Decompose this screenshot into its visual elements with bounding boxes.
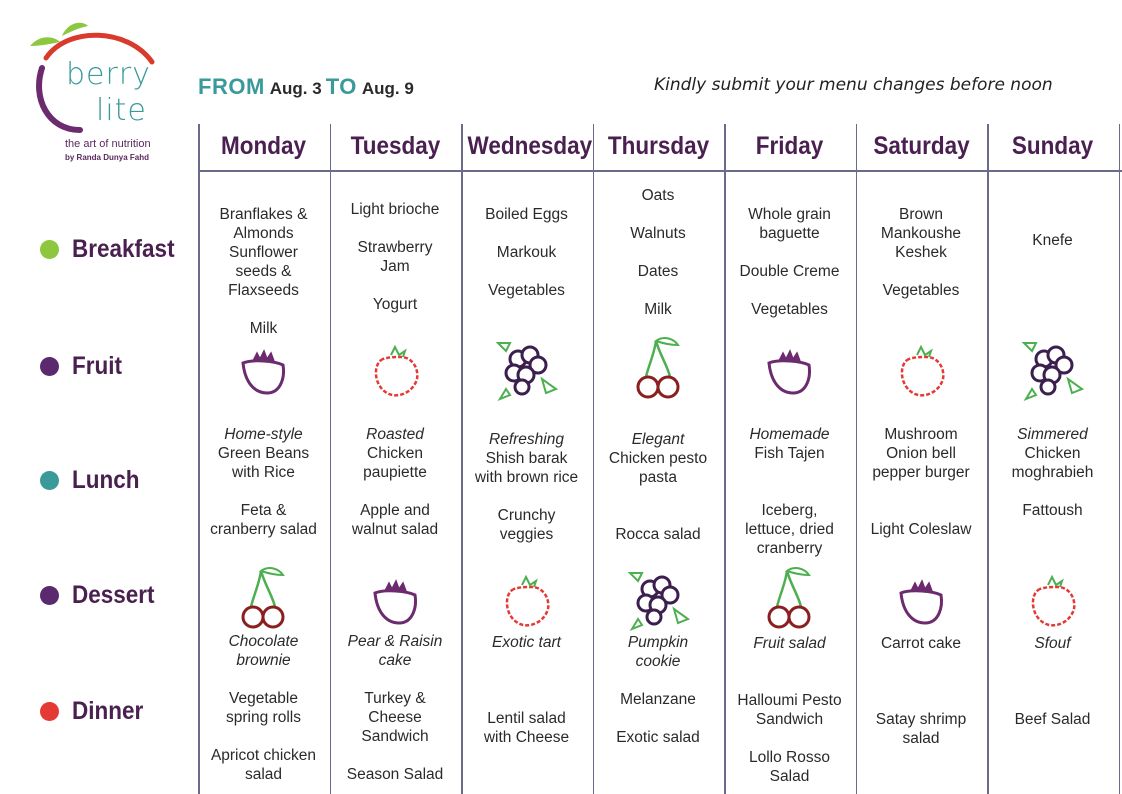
meal-line: brownie [236, 652, 291, 669]
meal-line [724, 729, 855, 748]
brand-byline: by Randa Dunya Fahd [65, 153, 150, 162]
meal-line [461, 487, 592, 506]
meal-line: seeds & [235, 263, 292, 280]
meal-line [856, 501, 987, 520]
meal-line: salad [902, 730, 940, 747]
lunch-cell-sunday [987, 425, 1118, 520]
lunch-intro: Simmered [1017, 426, 1088, 443]
meal-line [856, 482, 987, 501]
cherry-icon [229, 563, 299, 633]
row-label-text: Fruit [72, 352, 122, 380]
meal-line: Keshek [895, 244, 947, 261]
lunch-cell-wednesday [461, 430, 592, 544]
raspberry-icon [361, 333, 431, 403]
meal-line [461, 224, 592, 243]
dinner-cell-saturday [856, 691, 987, 748]
meal-line: baguette [759, 225, 820, 242]
meal-line: cake [378, 652, 412, 669]
meal-line [987, 691, 1118, 710]
meal-line: Light brioche [350, 201, 440, 218]
row-dot [40, 702, 59, 721]
dinner-cell-thursday [593, 690, 724, 747]
from-label: FROM [198, 74, 265, 99]
meal-line: with Cheese [483, 729, 570, 746]
date-range [198, 74, 418, 100]
cherry-icon [624, 333, 694, 403]
breakfast-cell-friday [724, 205, 855, 319]
meal-line [330, 219, 461, 238]
day-header-friday: Friday [755, 132, 824, 160]
cherry-icon [755, 563, 825, 633]
meal-line: Exotic salad [616, 729, 700, 746]
blackberry-icon [624, 563, 694, 633]
day-header-monday: Monday [220, 132, 306, 160]
meal-line: Oats [641, 187, 675, 204]
meal-line: cookie [635, 653, 681, 670]
meal-line: Feta & [240, 502, 287, 519]
row-label-fruit [40, 352, 128, 381]
meal-line: Chocolate [228, 633, 299, 650]
lunch-intro: Elegant [631, 431, 685, 448]
meal-line: Whole grain [748, 206, 831, 223]
meal-line: Milk [644, 301, 672, 318]
meal-line: Almonds [233, 225, 294, 242]
meal-line: paupiette [363, 464, 427, 481]
meal-line [856, 691, 987, 710]
breakfast-cell-monday [198, 205, 329, 338]
dessert-cell-friday [724, 634, 855, 653]
meal-line: Chicken [367, 445, 423, 462]
day-header-thursday: Thursday [607, 132, 709, 160]
berrylite-logo [28, 18, 178, 168]
meal-line: Cheese [368, 709, 422, 726]
raspberry-icon [887, 333, 957, 403]
row-label-text: Breakfast [72, 235, 175, 263]
meal-line: Branflakes & [219, 206, 308, 223]
meal-line [987, 482, 1118, 501]
meal-line: Vegetables [488, 282, 565, 299]
meal-line [593, 243, 724, 262]
lunch-cell-thursday [593, 430, 724, 544]
meal-line: Milk [249, 320, 278, 337]
meal-line [593, 281, 724, 300]
meal-line: Jam [380, 258, 410, 275]
dinner-cell-friday [724, 691, 855, 786]
lunch-intro: Homemade [749, 426, 830, 443]
dessert-cell-thursday [593, 633, 724, 671]
to-label: TO [325, 74, 357, 99]
meal-line: Fattoush [1022, 502, 1083, 519]
meal-line [724, 243, 855, 262]
meal-line [593, 205, 724, 224]
dinner-cell-sunday [987, 691, 1118, 729]
meal-line: walnut salad [351, 521, 439, 538]
dessert-cell-sunday [987, 634, 1118, 653]
meal-line: Turkey & [364, 690, 426, 707]
meal-line: pepper burger [872, 464, 970, 481]
meal-line: Crunchy [497, 507, 556, 524]
lunch-intro: Refreshing [489, 431, 564, 448]
row-dot [40, 240, 59, 259]
meal-line: Salad [769, 768, 810, 785]
day-header-sunday: Sunday [1011, 132, 1094, 160]
meal-line: Apple and [360, 502, 430, 519]
meal-line: lettuce, dried [745, 521, 834, 538]
meal-line: Iceberg, [761, 502, 818, 519]
brand-name-top: berry [66, 57, 151, 92]
row-label-text: Dinner [72, 697, 144, 725]
meal-line [198, 482, 329, 501]
meal-line: Beef Salad [1014, 711, 1091, 728]
row-label-lunch [40, 466, 147, 495]
from-date: Aug. 3 [269, 79, 322, 98]
meal-line: Melanzane [620, 691, 696, 708]
fig-icon [755, 333, 825, 403]
meal-line: Sunflower [229, 244, 298, 261]
meal-line [856, 262, 987, 281]
meal-line: Vegetables [751, 301, 828, 318]
row-dot [40, 471, 59, 490]
dinner-cell-monday [198, 689, 329, 784]
meal-line: Mankoushe [880, 225, 962, 242]
day-header-saturday: Saturday [872, 132, 970, 160]
meal-line: Sandwich [755, 711, 824, 728]
meal-line: Light Coleslaw [870, 521, 972, 538]
blackberry-icon [492, 333, 562, 403]
meal-line: Double Creme [739, 263, 840, 280]
meal-line: Green Beans [217, 445, 310, 462]
meal-line: cranberry [756, 540, 823, 557]
dinner-cell-wednesday [461, 690, 592, 747]
meal-line: Sandwich [361, 728, 429, 745]
lunch-cell-friday [724, 425, 855, 558]
blackberry-icon [1018, 333, 1088, 403]
breakfast-cell-saturday [856, 205, 987, 300]
meal-line [593, 709, 724, 728]
row-dot [40, 357, 59, 376]
meal-line [461, 690, 592, 709]
meal-line: Pumpkin [627, 634, 689, 651]
meal-line [593, 506, 724, 525]
meal-line [330, 746, 461, 765]
lunch-intro: Roasted [366, 426, 424, 443]
lunch-cell-saturday [856, 425, 987, 539]
breakfast-cell-thursday [593, 186, 724, 319]
meal-line: veggies [499, 526, 554, 543]
breakfast-cell-sunday [987, 231, 1118, 250]
meal-line: Halloumi Pesto [737, 692, 842, 709]
brand-tagline: the art of nutrition [65, 138, 151, 150]
meal-line [724, 281, 855, 300]
meal-line: Boiled Eggs [485, 206, 568, 223]
meal-line: Chicken [1024, 445, 1081, 462]
row-label-dinner [40, 697, 151, 726]
dessert-cell-saturday [856, 634, 987, 653]
meal-line: Flaxseeds [228, 282, 299, 299]
meal-line: Onion bell [886, 445, 956, 462]
header-divider [198, 170, 1122, 172]
breakfast-cell-tuesday [330, 200, 461, 314]
meal-line: Apricot chicken [210, 747, 317, 764]
meal-line [330, 482, 461, 501]
meal-line [593, 487, 724, 506]
meal-line: salad [244, 766, 283, 783]
meal-line: spring rolls [226, 709, 301, 726]
meal-line: Strawberry [357, 239, 433, 256]
meal-line: Lollo Rosso [749, 749, 830, 766]
meal-line: Pear & Raisin [347, 633, 443, 650]
row-label-text: Dessert [72, 581, 155, 609]
meal-line [198, 300, 329, 319]
meal-line: Yogurt [372, 296, 418, 313]
meal-line: Mushroom [884, 426, 958, 443]
meal-line: pasta [639, 469, 677, 486]
meal-line: Fish Tajen [754, 445, 825, 462]
meal-line: Lentil salad [487, 710, 566, 727]
meal-line: Shish barak [485, 450, 568, 467]
brand-name-bottom: lite [96, 93, 147, 128]
meal-line: Satay shrimp [875, 711, 967, 728]
fig-icon [887, 563, 957, 633]
meal-line: Season Salad [346, 766, 444, 783]
meal-line: with brown rice [474, 469, 579, 486]
meal-line [198, 727, 329, 746]
meal-line [724, 482, 855, 501]
meal-line: Rocca salad [615, 526, 701, 543]
lunch-cell-monday [198, 425, 329, 539]
breakfast-cell-wednesday [461, 205, 592, 300]
submission-notice: Kindly submit your menu changes before noon [654, 75, 1053, 95]
meal-line: Walnuts [630, 225, 686, 242]
meal-line: moghrabieh [1011, 464, 1094, 481]
dessert-cell-wednesday [461, 633, 592, 652]
row-label-text: Lunch [72, 466, 140, 494]
dinner-cell-tuesday [330, 689, 461, 784]
meal-line: Vegetable [229, 690, 298, 707]
raspberry-icon [492, 563, 562, 633]
row-label-dessert [40, 581, 164, 610]
meal-line: Knefe [1032, 232, 1073, 249]
to-date: Aug. 9 [361, 79, 414, 98]
meal-line: Carrot cake [880, 635, 962, 652]
meal-line: Sfouf [1034, 635, 1071, 652]
raspberry-icon [1018, 563, 1088, 633]
dessert-cell-tuesday [330, 632, 461, 670]
day-header-tuesday: Tuesday [350, 132, 440, 160]
meal-line [461, 262, 592, 281]
meal-line: Chicken pesto [608, 450, 708, 467]
meal-line: Exotic tart [492, 634, 561, 651]
meal-line: cranberry salad [210, 521, 317, 538]
column-divider [1119, 124, 1121, 794]
meal-line: Vegetables [882, 282, 960, 299]
meal-line: with Rice [232, 464, 295, 481]
fig-icon [361, 563, 431, 633]
lunch-cell-tuesday [330, 425, 461, 539]
meal-line: Dates [637, 263, 679, 280]
meal-line: Markouk [496, 244, 557, 261]
row-dot [40, 586, 59, 605]
row-label-breakfast [40, 235, 186, 264]
fig-icon [229, 333, 299, 403]
meal-line: Brown [899, 206, 943, 223]
meal-line [724, 463, 855, 482]
dessert-cell-monday [198, 632, 329, 670]
meal-line: Fruit salad [753, 635, 826, 652]
meal-line [330, 276, 461, 295]
lunch-intro: Home-style [224, 426, 303, 443]
day-header-wednesday: Wednesday [467, 132, 593, 160]
